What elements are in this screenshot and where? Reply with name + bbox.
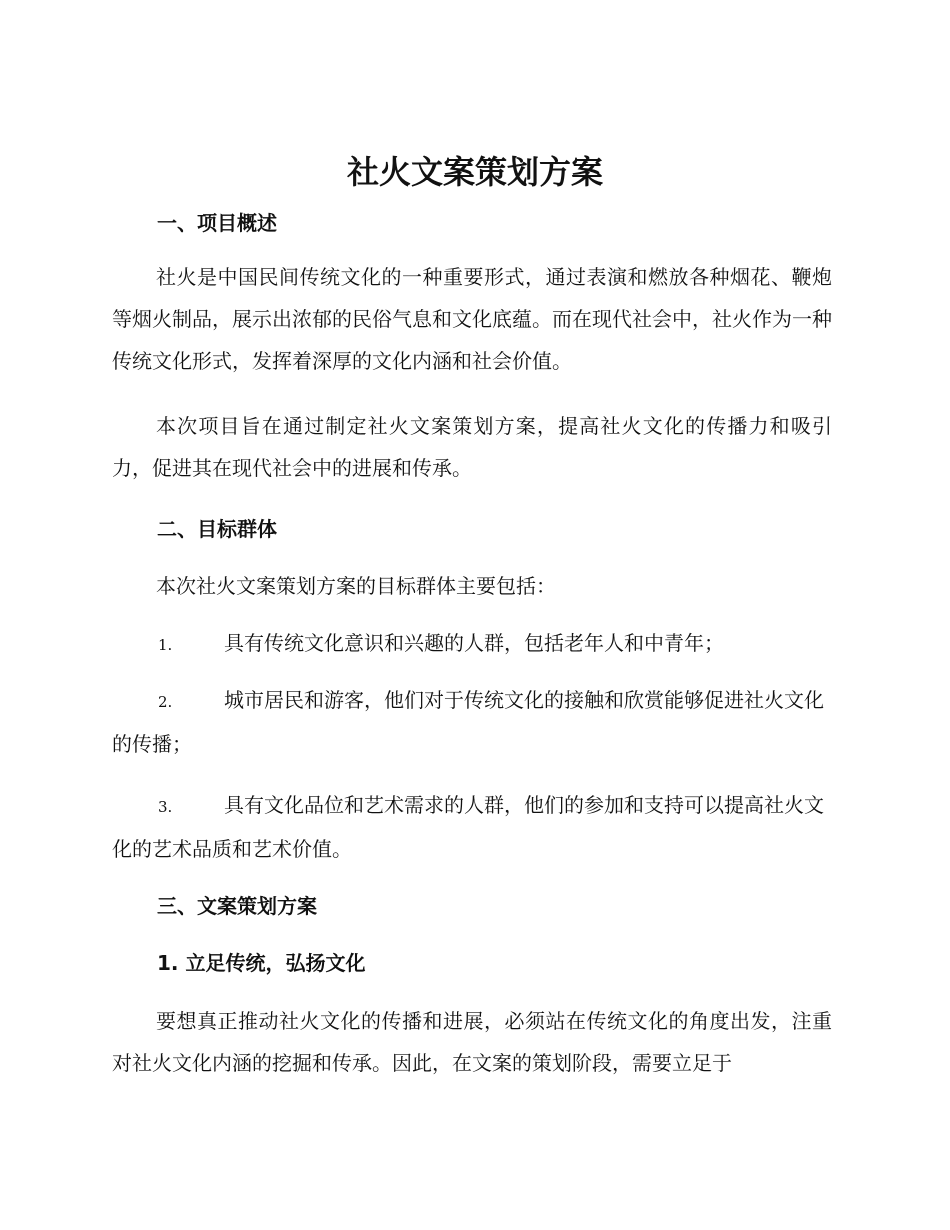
- section-heading-copy-plan: 三、文案策划方案: [157, 894, 317, 918]
- list-item-number: 2.: [158, 693, 173, 711]
- subsection-heading: 1. 立足传统，弘扬文化: [157, 951, 366, 975]
- section-heading-target-group: 二、目标群体: [157, 517, 277, 541]
- list-item: [112, 679, 832, 765]
- list-item-number: 1.: [158, 636, 173, 654]
- subsection-paragraph: 要想真正推动社火文化的传播和进展，必须站在传统文化的角度出发，注重对社火文化内涵的挖掘和传承。因此，在文案的策划阶段，需要立足于: [112, 1009, 832, 1075]
- list-item: [112, 784, 832, 870]
- document-title: 社火文案策划方案: [346, 153, 603, 191]
- list-item: [112, 622, 832, 666]
- list-item-text: 城市居民和游客，他们对于传统文化的接触和欣赏能够促进社火文化的传播；: [112, 688, 824, 756]
- target-group-intro: 本次社火文案策划方案的目标群体主要包括：: [156, 574, 556, 598]
- list-item-number: 3.: [158, 798, 173, 816]
- list-item-text: 具有传统文化意识和兴趣的人群，包括老年人和中青年；: [224, 631, 724, 655]
- overview-paragraph-2: 本次项目旨在通过制定社火文案策划方案，提高社火文化的传播力和吸引力，促进其在现代社会中的进展和传承。: [112, 414, 832, 480]
- overview-paragraph-1: 社火是中国民间传统文化的一种重要形式，通过表演和燃放各种烟花、鞭炮等烟火制品，展示出浓郁的民俗气息和文化底蕴。而在现代社会中，社火作为一种传统文化形式，发挥着深厚的文化内涵和社会价值。: [112, 265, 832, 373]
- list-item-text: 具有文化品位和艺术需求的人群，他们的参加和支持可以提高社火文化的艺术品质和艺术价值。: [112, 793, 824, 861]
- section-heading-overview: 一、项目概述: [157, 211, 277, 235]
